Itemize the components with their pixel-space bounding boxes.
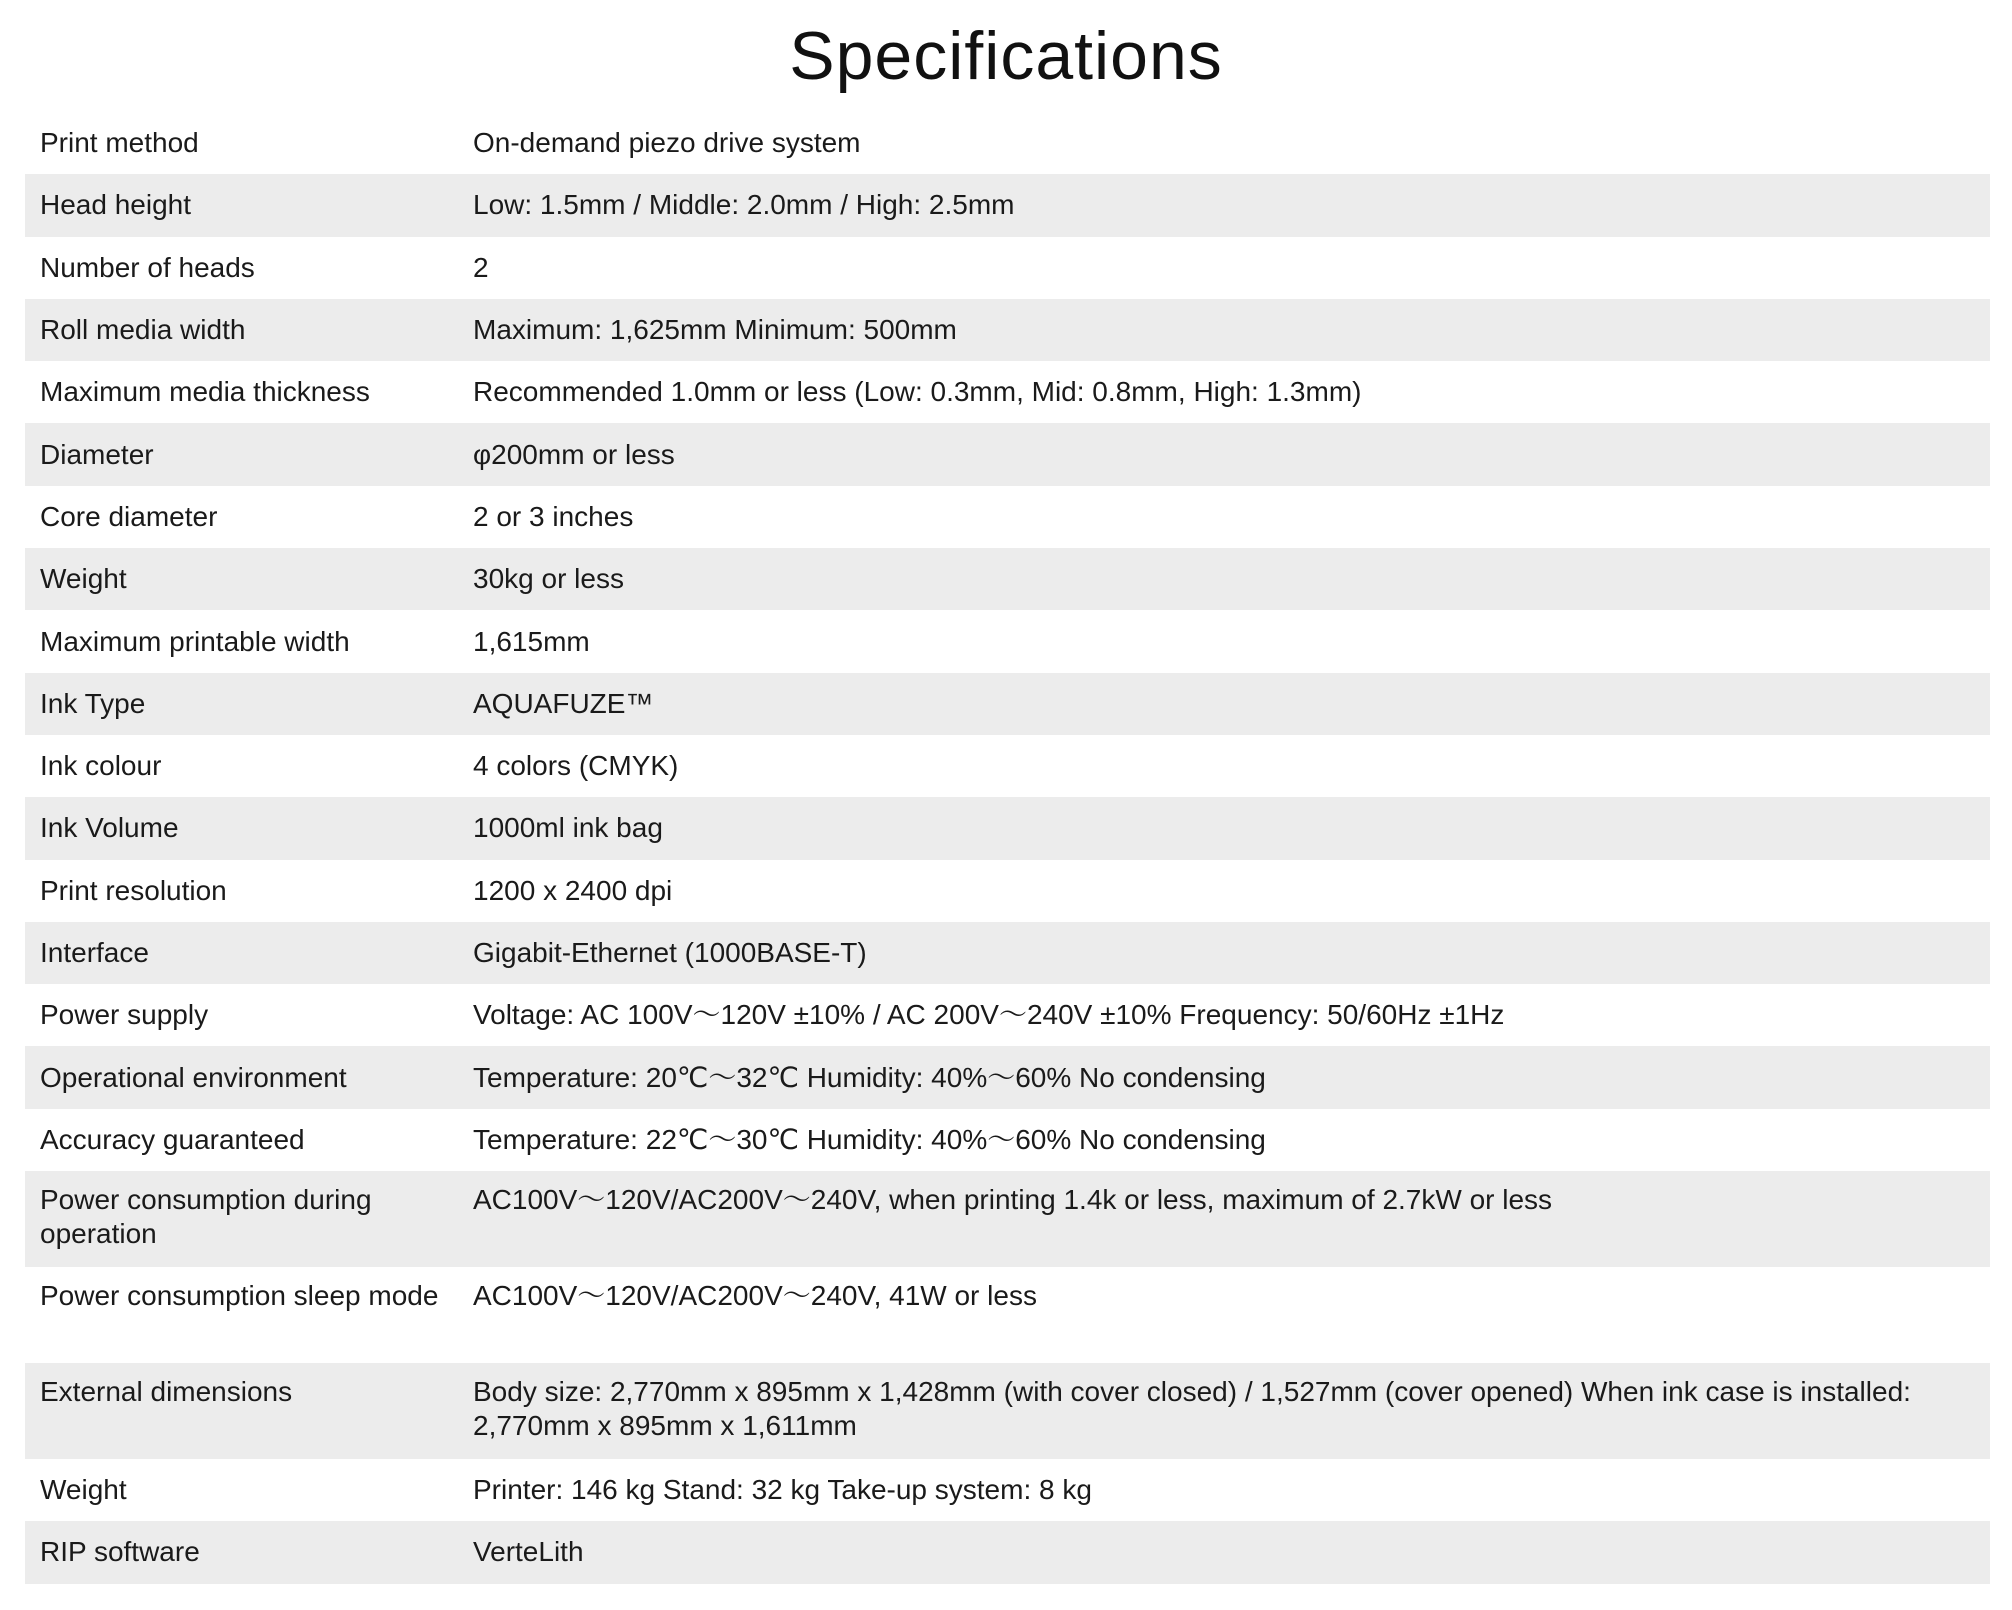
spec-value: 2 bbox=[473, 251, 489, 283]
spec-label: Power consumption during operation bbox=[25, 1171, 458, 1267]
table-row bbox=[25, 860, 1990, 922]
spec-label: Head height bbox=[25, 174, 458, 236]
spec-label: Number of heads bbox=[40, 251, 255, 283]
spec-value: Temperature: 22℃～30℃ Humidity: 40%～60% No condensing bbox=[473, 1123, 1266, 1155]
spec-label: Ink Type bbox=[25, 673, 458, 735]
spec-value: Recommended 1.0mm or less (Low: 0.3mm, Mid: 0.8mm, High: 1.3mm) bbox=[473, 376, 1362, 408]
spec-label: Core diameter bbox=[40, 500, 218, 532]
spec-label: Maximum printable width bbox=[40, 625, 350, 657]
table-row bbox=[25, 112, 1990, 174]
spec-label: Power consumption sleep mode bbox=[40, 1280, 439, 1312]
spec-label: Ink colour bbox=[40, 750, 162, 782]
spec-value: AQUAFUZE™ bbox=[458, 673, 1990, 735]
page-title: Specifications bbox=[789, 18, 1223, 94]
spec-label: Ink Volume bbox=[25, 797, 458, 859]
table-row bbox=[25, 1267, 1990, 1363]
spec-value: Low: 1.5mm / Middle: 2.0mm / High: 2.5mm bbox=[458, 174, 1990, 236]
spec-value: AC100V～120V/AC200V～240V, when printing 1.4k or less, maximum of 2.7kW or less bbox=[458, 1171, 1990, 1267]
spec-label: Interface bbox=[25, 922, 458, 984]
spec-value: Maximum: 1,625mm Minimum: 500mm bbox=[458, 299, 1990, 361]
table-row bbox=[25, 735, 1990, 797]
spec-label: Accuracy guaranteed bbox=[40, 1123, 305, 1155]
spec-label: Weight bbox=[40, 1474, 127, 1506]
spec-label: External dimensions bbox=[25, 1363, 458, 1459]
table-row bbox=[25, 299, 1990, 361]
spec-value: Voltage: AC 100V～120V ±10% / AC 200V～240V ±10% Frequency: 50/60Hz ±1Hz bbox=[473, 999, 1505, 1031]
table-row bbox=[25, 797, 1990, 859]
table-row bbox=[25, 1109, 1990, 1171]
table-row bbox=[25, 1521, 1990, 1583]
spec-value: VerteLith bbox=[458, 1521, 1990, 1583]
table-row bbox=[25, 174, 1990, 236]
table-row bbox=[25, 922, 1990, 984]
spec-value: Body size: 2,770mm x 895mm x 1,428mm (with cover closed) / 1,527mm (cover opened) When ink case is installed: 2,770mm x 895mm x 1,611mm bbox=[458, 1363, 1990, 1459]
table-row bbox=[25, 1459, 1990, 1521]
specifications-table bbox=[25, 112, 1990, 1584]
spec-label: Diameter bbox=[25, 423, 458, 485]
spec-value: Printer: 146 kg Stand: 32 kg Take-up system: 8 kg bbox=[473, 1474, 1092, 1506]
table-row bbox=[25, 673, 1990, 735]
spec-value: 2 or 3 inches bbox=[473, 500, 634, 532]
table-row bbox=[25, 1363, 1990, 1459]
table-row bbox=[25, 1171, 1990, 1267]
table-row bbox=[25, 423, 1990, 485]
spec-value: Gigabit-Ethernet (1000BASE-T) bbox=[458, 922, 1990, 984]
table-row bbox=[25, 610, 1990, 672]
spec-label: Weight bbox=[25, 548, 458, 610]
table-row bbox=[25, 237, 1990, 299]
spec-value: φ200mm or less bbox=[458, 423, 1990, 485]
table-row bbox=[25, 1046, 1990, 1108]
spec-value: On-demand piezo drive system bbox=[473, 127, 861, 159]
specifications-table-body bbox=[25, 112, 1990, 1584]
spec-value: 30kg or less bbox=[458, 548, 1990, 610]
spec-value: AC100V～120V/AC200V～240V, 41W or less bbox=[473, 1280, 1037, 1312]
spec-label: RIP software bbox=[25, 1521, 458, 1583]
spec-label: Operational environment bbox=[25, 1046, 458, 1108]
spec-label: Print resolution bbox=[40, 874, 227, 906]
spec-value: 1000ml ink bag bbox=[458, 797, 1990, 859]
table-row bbox=[25, 984, 1990, 1046]
table-row bbox=[25, 486, 1990, 548]
spec-value: 1,615mm bbox=[473, 625, 590, 657]
spec-label: Maximum media thickness bbox=[40, 376, 370, 408]
spec-value: 1200 x 2400 dpi bbox=[473, 874, 673, 906]
table-row bbox=[25, 548, 1990, 610]
spec-value: Temperature: 20℃～32℃ Humidity: 40%～60% No condensing bbox=[458, 1046, 1990, 1108]
spec-label: Power supply bbox=[40, 999, 209, 1031]
spec-label: Roll media width bbox=[25, 299, 458, 361]
spec-value: 4 colors (CMYK) bbox=[473, 750, 679, 782]
table-row bbox=[25, 361, 1990, 423]
spec-label: Print method bbox=[40, 127, 199, 159]
